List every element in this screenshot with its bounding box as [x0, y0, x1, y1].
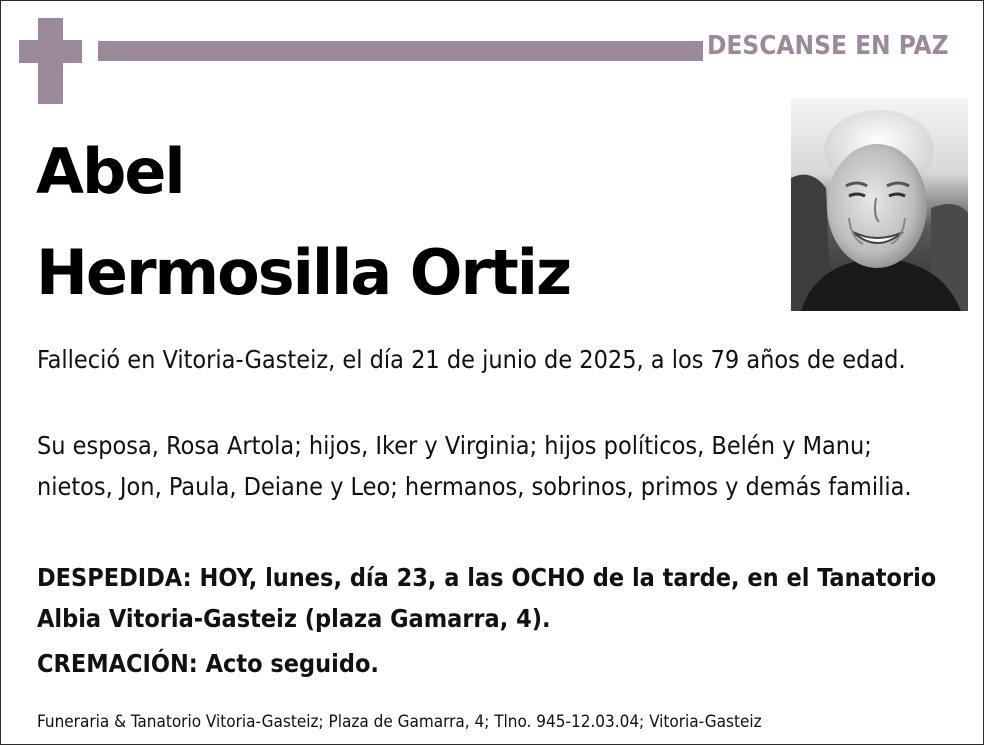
portrait-photo: [791, 98, 968, 311]
header-label: DESCANSE EN PAZ: [707, 31, 949, 61]
deceased-surnames: Hermosilla Ortiz: [36, 236, 571, 309]
header-rule: [98, 41, 703, 61]
deceased-first-name: Abel: [36, 135, 184, 208]
family-list: Su esposa, Rosa Artola; hijos, Iker y Virginia; hijos políticos, Belén y Manu; nietos, Jon, Paula, Deiane y Leo; hermanos, sobrinos, primos y demás familia.: [37, 431, 912, 501]
death-statement: Falleció en Vitoria-Gasteiz, el día 21 de junio de 2025, a los 79 años de edad.: [37, 345, 906, 374]
farewell-details: DESPEDIDA: HOY, lunes, día 23, a las OCHO de la tarde, en el Tanatorio Albia Vitoria-Gasteiz (plaza Gamarra, 4).: [37, 563, 937, 633]
cremation-details: CREMACIÓN: Acto seguido.: [37, 649, 379, 678]
funeral-home-footer: Funeraria & Tanatorio Vitoria-Gasteiz; Plaza de Gamarra, 4; Tlno. 945-12.03.04; Vitoria-Gasteiz: [37, 712, 762, 732]
